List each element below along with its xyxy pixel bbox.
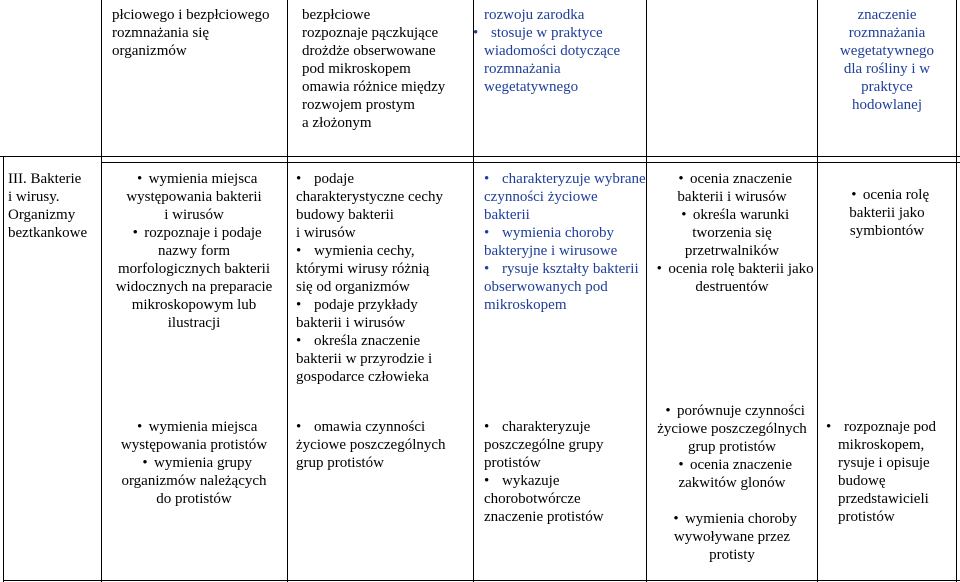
text-line: ocenia rolę bakterii jako: [668, 261, 814, 277]
text-line: i wirusów: [164, 207, 224, 223]
text-line: drożdże obserwowane: [302, 43, 436, 59]
text-line: zakwitów glonów: [678, 475, 786, 491]
text-line: protistów: [838, 509, 895, 525]
text-line: protisty: [709, 547, 755, 563]
bullet-icon: [675, 206, 693, 224]
text-line: omawia różnice między: [302, 79, 446, 95]
text-line: charakteryzuje wybrane: [502, 171, 646, 187]
bullet-icon: [473, 24, 491, 42]
text-line: rozwoju zarodka: [484, 7, 585, 23]
bullet-icon: [659, 402, 677, 420]
row2-col3-cell: [484, 170, 646, 314]
text-line: bakterii i wirusów: [677, 189, 787, 205]
text-line: rysuje i opisuje: [838, 455, 930, 471]
text-line: mikroskopem,: [838, 437, 925, 453]
text-line: charakterystyczne cechy: [296, 189, 443, 205]
text-line: rozmnażania: [848, 25, 926, 41]
text-line: organizmów należących: [121, 473, 267, 489]
text-line: rozmnażania się: [112, 25, 210, 41]
bullet-icon: [296, 242, 314, 260]
text-line: hodowlanej: [852, 97, 922, 113]
text-line: gospodarce człowieka: [296, 369, 429, 385]
text-line: wymienia choroby: [502, 225, 615, 241]
text-line: wymienia miejsca: [148, 171, 258, 187]
text-line: bakterii w przyrodzie i: [296, 351, 433, 367]
text-line: budowę: [838, 473, 886, 489]
bullet-icon: [296, 332, 314, 350]
text-line: budowy bakterii: [296, 207, 394, 223]
section-heading-cell: [8, 170, 87, 242]
bullet-icon: [296, 170, 314, 188]
text-line: wegetatywnego: [839, 43, 935, 59]
bullet-icon: [131, 170, 149, 188]
text-line: porównuje czynności: [677, 403, 805, 419]
text-line: wiadomości dotyczące: [484, 43, 621, 59]
text-line: którymi wirusy różnią: [296, 261, 430, 277]
text-line: rozpoznaje pączkujące: [302, 25, 439, 41]
text-line: i wirusy.: [8, 189, 60, 205]
text-line: ocenia znaczenie: [689, 457, 792, 473]
row2-col4-cell: [649, 170, 815, 296]
bullet-icon: [296, 296, 314, 314]
row1-col2-cell: [302, 6, 445, 132]
text-line: stosuje w praktyce: [491, 25, 603, 41]
text-line: praktyce: [861, 79, 913, 95]
table-divider: [473, 0, 474, 582]
text-line: tworzenia się: [692, 225, 772, 241]
bullet-icon: [672, 456, 690, 474]
text-line: poszczególne grupy: [484, 437, 604, 453]
text-line: protistów: [484, 455, 541, 471]
bullet-icon: [672, 170, 690, 188]
text-line: bezpłciowe: [302, 7, 371, 23]
text-line: życiowe poszczególnych: [296, 437, 446, 453]
text-line: występowania bakterii: [126, 189, 262, 205]
text-line: morfologicznych bakterii: [117, 261, 271, 277]
bullet-icon: [136, 454, 154, 472]
text-line: bakterii: [484, 207, 530, 223]
text-line: nazwy form: [157, 243, 231, 259]
bullet-icon: [484, 170, 502, 188]
row-divider: [101, 162, 960, 163]
bullet-icon: [126, 224, 144, 242]
text-line: określa warunki: [692, 207, 790, 223]
text-line: życiowe poszczególnych: [657, 421, 807, 437]
row3-col3-cell: [484, 418, 604, 526]
text-line: wykazuje: [502, 473, 560, 489]
text-line: Organizmy: [8, 207, 76, 223]
text-line: przetrwalników: [684, 243, 780, 259]
text-line: III. Bakterie: [8, 171, 82, 187]
text-line: organizmów: [112, 43, 187, 59]
text-line: bakterii i wirusów: [296, 315, 406, 331]
text-line: rozpoznaje pod: [844, 419, 937, 435]
text-line: wywoływane przez: [673, 529, 791, 545]
text-line: bakterii jako: [849, 205, 925, 221]
bullet-icon: [650, 260, 668, 278]
text-line: obserwowanych pod: [484, 279, 608, 295]
text-line: ocenia znaczenie: [689, 171, 792, 187]
text-line: rysuje kształty bakterii: [502, 261, 639, 277]
text-line: pod mikroskopem: [302, 61, 411, 77]
table-divider: [646, 0, 647, 582]
row1-col4-cell: [817, 6, 957, 114]
text-line: rozmnażania: [484, 61, 561, 77]
text-line: rozpoznaje i podaje: [144, 225, 262, 241]
text-line: się od organizmów: [296, 279, 410, 295]
table-divider: [287, 0, 288, 582]
text-line: płciowego i bezpłciowego: [112, 7, 270, 23]
row2-col5-cell: [820, 186, 954, 240]
text-line: ilustracji: [167, 315, 221, 331]
bullet-icon: [484, 224, 502, 242]
bullet-icon: [296, 418, 314, 436]
bullet-icon: [131, 418, 149, 436]
text-line: charakteryzuje: [502, 419, 591, 435]
text-line: ocenia rolę: [862, 187, 930, 203]
bullet-icon: [484, 260, 502, 278]
text-line: destruentów: [695, 279, 769, 295]
bullet-icon: [845, 186, 863, 204]
text-line: dla rośliny i w: [843, 61, 931, 77]
text-line: rozwojem prostym: [302, 97, 415, 113]
row3-col2-cell: [296, 418, 446, 472]
text-line: bakteryjne i wirusowe: [484, 243, 618, 259]
text-line: do protistów: [156, 491, 232, 507]
table-divider: [101, 0, 102, 582]
table-border-bottom: [3, 580, 960, 581]
text-line: widocznych na preparacie: [115, 279, 273, 295]
text-line: chorobotwórcze: [484, 491, 581, 507]
bullet-icon: [484, 472, 502, 490]
row3-col1-cell: [106, 418, 282, 508]
row3-col4-cell: [649, 402, 815, 564]
text-line: czynności życiowe: [484, 189, 598, 205]
text-line: znaczenie protistów: [484, 509, 604, 525]
text-line: wymienia choroby: [684, 511, 798, 527]
table-border-left: [3, 156, 4, 582]
text-line: beztkankowe: [8, 225, 88, 241]
row-divider: [0, 156, 960, 157]
text-line: grup protistów: [296, 455, 384, 471]
text-line: podaje przykłady: [314, 297, 418, 313]
text-line: mikroskopem: [484, 297, 567, 313]
text-line: mikroskopowym lub: [131, 297, 257, 313]
bullet-icon: [826, 418, 844, 436]
row1-col1-cell: [112, 6, 269, 60]
row2-col1-cell: [106, 170, 282, 332]
text-line: przedstawicieli: [838, 491, 929, 507]
text-line: określa znaczenie: [314, 333, 421, 349]
text-line: znaczenie: [857, 7, 917, 23]
text-line: wymienia cechy,: [314, 243, 415, 259]
text-line: podaje: [314, 171, 354, 187]
bullet-icon: [667, 510, 685, 528]
bullet-icon: [484, 418, 502, 436]
text-line: a złożonym: [302, 115, 372, 131]
text-line: grup protistów: [688, 439, 776, 455]
row1-col3-cell: [484, 6, 620, 96]
text-line: wymienia grupy: [154, 455, 252, 471]
text-line: i wirusów: [296, 225, 356, 241]
row3-col5-cell: [826, 418, 936, 526]
row2-col2-cell: [296, 170, 443, 386]
text-line: wegetatywnego: [484, 79, 579, 95]
text-line: występowania protistów: [120, 437, 268, 453]
text-line: omawia czynności: [314, 419, 426, 435]
text-line: wymienia miejsca: [148, 419, 258, 435]
text-line: symbiontów: [849, 223, 925, 239]
